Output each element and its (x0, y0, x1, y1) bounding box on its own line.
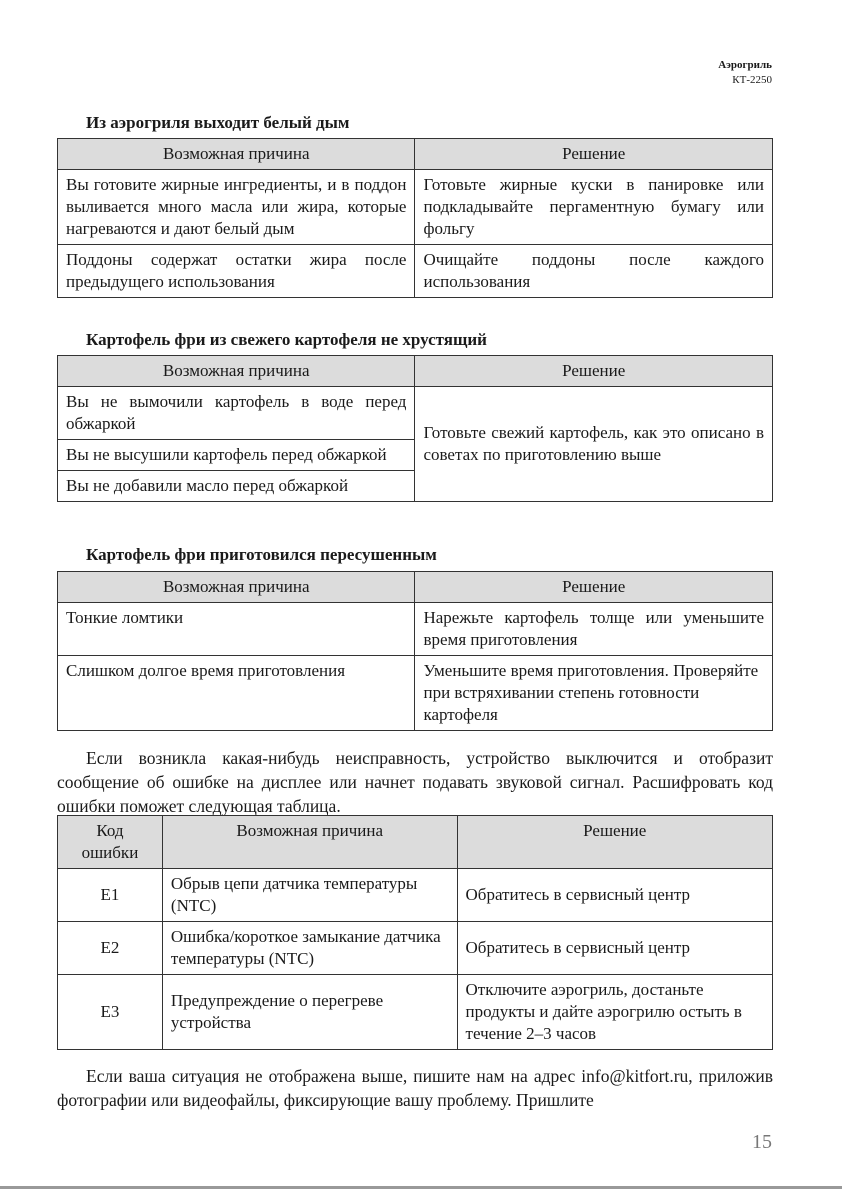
table-white-smoke (57, 138, 773, 298)
cause-cell: Ошибка/короткое замыкание датчика температуры (NTC) (162, 922, 457, 975)
cause-cell: Вы не вымочили картофель в воде перед обжаркой (58, 387, 415, 440)
column-header-cause: Возможная причина (162, 816, 457, 869)
column-header-code: Код ошибки (58, 816, 163, 869)
solution-cell: Готовьте жирные куски в панировке или подкладывайте пергаментную бумагу или фольгу (415, 170, 773, 245)
cause-cell: Поддоны содержат остатки жира после предыдущего использования (58, 245, 415, 298)
table-row (58, 603, 773, 656)
solution-cell: Обратитесь в сервисный центр (457, 922, 772, 975)
shared-solution-cell: Готовьте свежий картофель, как это описано в советах по приготовлению выше (415, 387, 773, 502)
contact-paragraph: Если ваша ситуация не отображена выше, пишите нам на адрес info@kitfort.ru, приложив фотографии или видеофайлы, фиксирующие вашу проблему. Пришлите (57, 1066, 773, 1110)
table-row (58, 245, 773, 298)
column-header-solution: Решение (415, 356, 773, 387)
error-code-cell: E3 (58, 975, 163, 1050)
cause-cell: Предупреждение о перегреве устройства (162, 975, 457, 1050)
table-row (58, 656, 773, 731)
column-header-solution: Решение (457, 816, 772, 869)
column-header-solution: Решение (415, 139, 773, 170)
error-intro-paragraph: Если возникла какая-нибудь неисправность, устройство выключится и отобразит сообщение об ошибке на дисплее или начнет подавать звуковой сигнал. Расшифровать код ошибки поможет следующая таблица. (57, 748, 773, 816)
cause-cell: Обрыв цепи датчика температуры (NTC) (162, 869, 457, 922)
table-row (58, 869, 773, 922)
error-code-cell: E2 (58, 922, 163, 975)
header-brand: Аэрогриль (718, 59, 772, 71)
cause-cell: Вы не высушили картофель перед обжаркой (58, 440, 415, 471)
solution-cell: Отключите аэрогриль, достаньте продукты и дайте аэрогрилю остыть в течение 2–3 часов (457, 975, 772, 1050)
table-row (58, 975, 773, 1050)
error-code-cell: E1 (58, 869, 163, 922)
cause-cell: Тонкие ломтики (58, 603, 415, 656)
error-code-table (57, 815, 773, 1050)
table-row (58, 170, 773, 245)
table-not-crispy (57, 355, 773, 502)
section-title-not-crispy: Картофель фри из свежего картофеля не хрустящий (86, 330, 487, 349)
solution-cell: Уменьшите время приготовления. Проверяйте при встряхивании степень готовности картофеля (415, 656, 773, 731)
section-title-white-smoke: Из аэрогриля выходит белый дым (86, 113, 350, 132)
section-title-overdried: Картофель фри приготовился пересушенным (86, 545, 437, 564)
page-header (718, 58, 772, 88)
table-row (58, 922, 773, 975)
cause-cell: Слишком долгое время приготовления (58, 656, 415, 731)
column-header-cause: Возможная причина (58, 572, 415, 603)
cause-cell: Вы не добавили масло перед обжаркой (58, 471, 415, 502)
column-header-solution: Решение (415, 572, 773, 603)
solution-cell: Очищайте поддоны после каждого использования (415, 245, 773, 298)
page-number: 15 (752, 1131, 772, 1153)
header-model: КТ-2250 (732, 74, 772, 86)
solution-cell: Обратитесь в сервисный центр (457, 869, 772, 922)
table-row (58, 387, 773, 440)
solution-cell: Нарежьте картофель толще или уменьшите время приготовления (415, 603, 773, 656)
table-overdried (57, 571, 773, 731)
column-header-cause: Возможная причина (58, 139, 415, 170)
column-header-cause: Возможная причина (58, 356, 415, 387)
cause-cell: Вы готовите жирные ингредиенты, и в поддон выливается много масла или жира, которые нагреваются и дают белый дым (58, 170, 415, 245)
